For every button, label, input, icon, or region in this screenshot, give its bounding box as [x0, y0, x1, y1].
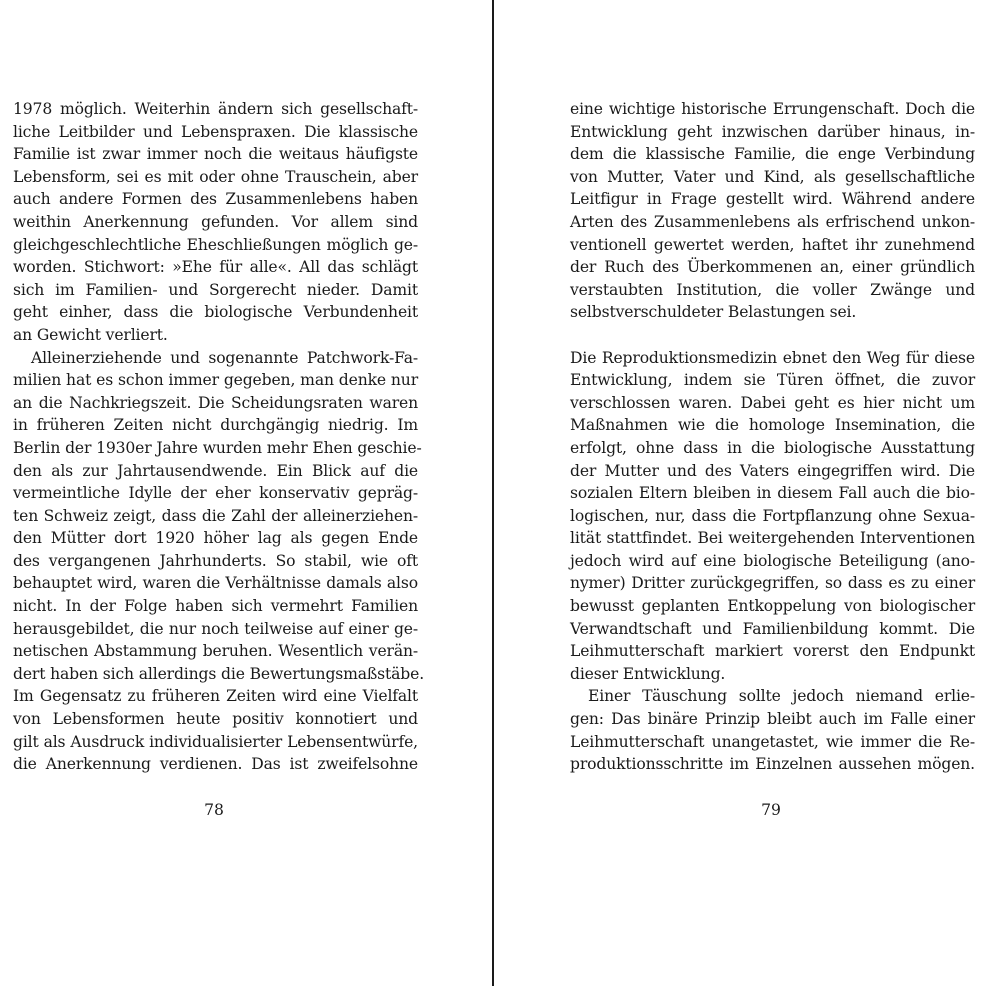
text-line: nicht. In der Folge haben sich vermehrt Familien — [13, 597, 418, 616]
text-line: die Anerkennung verdienen. Das ist zweifelsohne — [13, 755, 418, 774]
text-line: bewusst geplanten Entkoppelung von biologischer — [570, 597, 975, 616]
text-line: Die Reproduktionsmedizin ebnet den Weg für diese — [570, 348, 975, 367]
text-line: der Mutter und des Vaters eingegriffen wird. Die — [570, 461, 975, 480]
text-line: des vergangenen Jahrhunderts. So stabil, wie oft — [13, 551, 418, 570]
text-line: ten Schweiz zeigt, dass die Zahl der alleinerziehen- — [13, 506, 418, 525]
text-line: Einer Täuschung sollte jedoch niemand erlie- — [588, 687, 975, 706]
right-page — [570, 98, 975, 776]
text-line: Entwicklung geht inzwischen darüber hinaus, in- — [570, 122, 975, 141]
gutter-line — [492, 0, 494, 986]
text-line: netischen Abstammung beruhen. Wesentlich verän- — [13, 642, 418, 661]
text-line: verstaubten Institution, die voller Zwänge und — [570, 280, 975, 299]
text-line: gilt als Ausdruck individualisierter Lebensentwürfe, — [13, 732, 418, 751]
text-line: Verwandtschaft und Familienbildung kommt. Die — [570, 619, 975, 638]
text-line: lität stattfindet. Bei weitergehenden Interventionen — [570, 529, 975, 548]
text-line: logischen, nur, dass die Fortpflanzung ohne Sexua- — [570, 506, 975, 525]
text-line: jedoch wird auf eine biologische Beteiligung (ano- — [570, 551, 975, 570]
text-line: 1978 möglich. Weiterhin ändern sich gesellschaft- — [13, 100, 418, 118]
text-line: nymer) Dritter zurückgegriffen, so dass es zu einer — [570, 574, 975, 593]
text-line: herausgebildet, die nur noch teilweise auf einer ge- — [13, 619, 418, 638]
text-line: Alleinerziehende und sogenannte Patchwork-Fa- — [31, 348, 418, 367]
text-line: den Mütter dort 1920 höher lag als gegen Ende — [13, 529, 418, 548]
text-line: dem die klassische Familie, die enge Verbindung — [570, 145, 975, 164]
text-line: behauptet wird, waren die Verhältnisse damals also — [13, 574, 418, 593]
page-number-left: 78 — [204, 801, 224, 819]
text-line: milien hat es schon immer gegeben, man denke nur — [13, 371, 418, 390]
text-line: Arten des Zusammenlebens als erfrischend unkon- — [570, 212, 975, 231]
text-line: dieser Entwicklung. — [570, 664, 726, 683]
text-line: sozialen Eltern bleiben in diesem Fall auch die bio- — [570, 484, 975, 503]
text-line: verschlossen waren. Dabei geht es hier nicht um — [570, 393, 975, 412]
text-line: weithin Anerkennung gefunden. Vor allem sind — [13, 212, 418, 231]
text-line: von Mutter, Vater und Kind, als gesellschaftliche — [570, 167, 975, 186]
page-number-right: 79 — [761, 801, 781, 819]
text-line: geht einher, dass die biologische Verbundenheit — [13, 303, 418, 322]
text-line: auch andere Formen des Zusammenlebens haben — [13, 190, 418, 209]
text-line: Lebensform, sei es mit oder ohne Trauschein, aber — [13, 167, 418, 186]
text-line: an die Nachkriegszeit. Die Scheidungsraten waren — [13, 393, 418, 412]
text-line: Leihmutterschaft unangetastet, wie immer die Re- — [570, 732, 975, 751]
text-line: liche Leitbilder und Lebenspraxen. Die klassische — [13, 122, 418, 141]
text-line: von Lebensformen heute positiv konnotiert und — [13, 710, 418, 729]
text-line: vermeintliche Idylle der eher konservativ gepräg- — [13, 484, 418, 503]
text-line: sich im Familien- und Sorgerecht nieder. Damit — [13, 280, 418, 299]
text-line: Im Gegensatz zu früheren Zeiten wird eine Vielfalt — [13, 687, 418, 706]
text-line: selbstverschuldeter Belastungen sei. — [570, 303, 857, 322]
text-line: Maßnahmen wie die homologe Insemination, die — [570, 416, 975, 435]
text-line: Leitfigur in Frage gestellt wird. Während andere — [570, 190, 975, 209]
text-line: ventionell gewertet werden, haftet ihr zunehmend — [570, 235, 975, 254]
text-line: gleichgeschlechtliche Eheschließungen möglich ge- — [13, 235, 418, 254]
text-line: Entwicklung, indem sie Türen öffnet, die zuvor — [570, 371, 975, 390]
text-line: worden. Stichwort: »Ehe für alle«. All das schlägt — [13, 258, 418, 277]
text-line: in früheren Zeiten nicht durchgängig niedrig. Im — [13, 416, 418, 435]
text-line: eine wichtige historische Errungenschaft. Doch die — [570, 100, 975, 118]
section-break — [570, 324, 975, 347]
text-line: der Ruch des Überkommenen an, einer gründlich — [570, 258, 975, 277]
left-page — [13, 98, 425, 776]
text-line: produktionsschritte im Einzelnen aussehen mögen. — [570, 755, 975, 774]
text-line: erfolgt, ohne dass in die biologische Ausstattung — [570, 438, 975, 457]
text-line: den als zur Jahrtausendwende. Ein Blick auf die — [13, 461, 418, 480]
text-line: gen: Das binäre Prinzip bleibt auch im Falle einer — [570, 710, 975, 729]
text-line: an Gewicht verliert. — [13, 325, 168, 344]
text-line: Berlin der 1930er Jahre wurden mehr Ehen geschie- — [13, 438, 422, 457]
text-line: Leihmutterschaft markiert vorerst den Endpunkt — [570, 642, 975, 661]
text-line: dert haben sich allerdings die Bewertungsmaßstäbe. — [13, 664, 425, 683]
text-line: Familie ist zwar immer noch die weitaus häufigste — [13, 145, 418, 164]
